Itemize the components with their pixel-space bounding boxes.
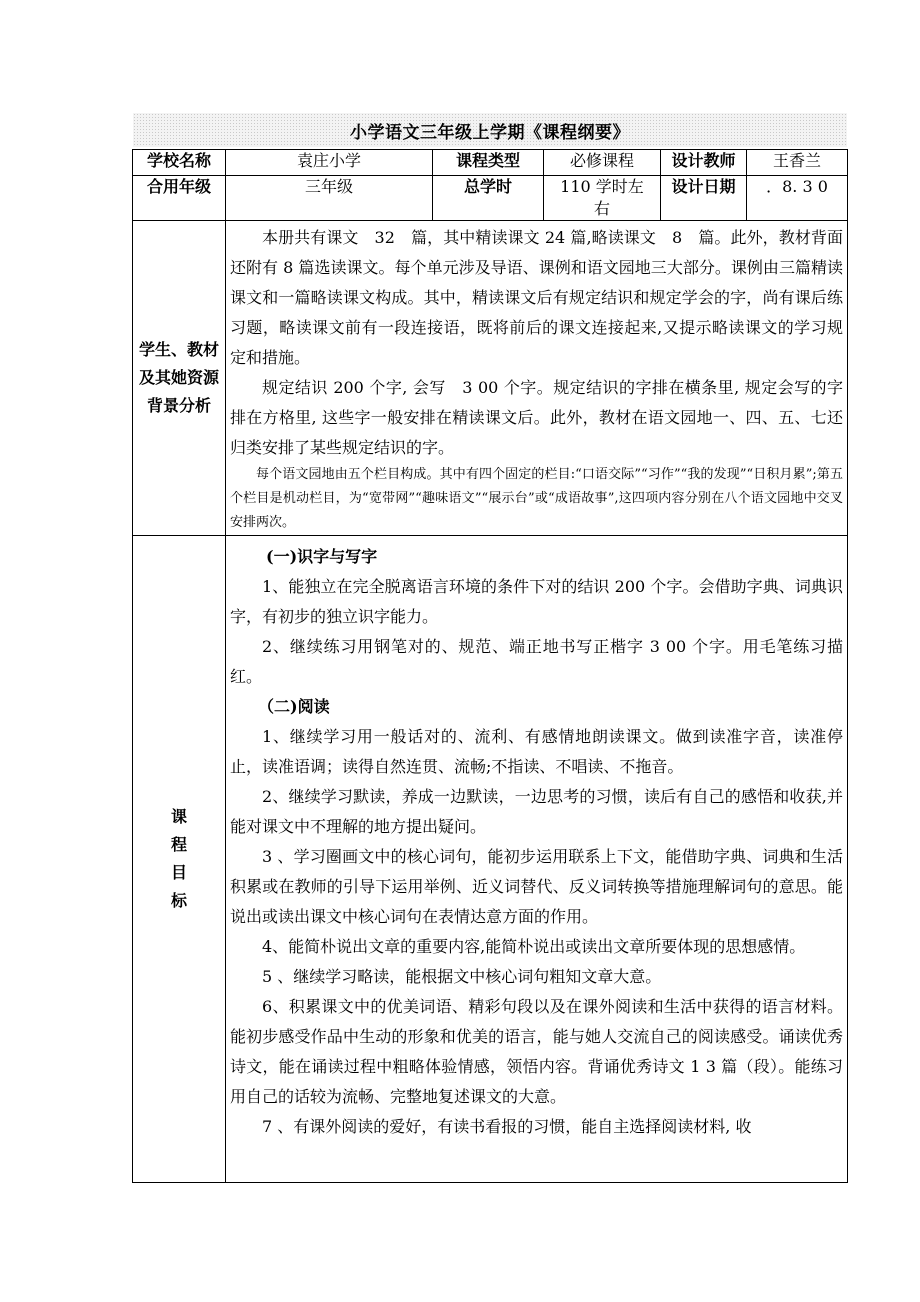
title-band (133, 113, 847, 147)
goals-row (133, 536, 848, 1183)
designer-value: 王香兰 (747, 150, 848, 176)
header-row-1 (133, 150, 848, 176)
designer-label: 设计教师 (661, 150, 747, 176)
grade-label: 合用年级 (133, 176, 226, 221)
design-date-label: 设计日期 (661, 176, 747, 221)
header-row-2 (133, 176, 848, 221)
school-label: 学校名称 (133, 150, 226, 176)
goals-label (133, 536, 226, 1183)
background-content (226, 221, 848, 536)
grade-value: 三年级 (226, 176, 433, 221)
literacy-goal-2: 2、继续练习用钢笔对的、规范、端正地书写正楷字 3 00 个字。用毛笔练习描红。 (230, 637, 843, 686)
total-hours-value: 110 学时左右 (544, 176, 661, 221)
background-paragraph-2: 规定结识 200 个字, 会写 3 00 个字。规定结识的字排在横条里, 规定会写的字排在方格里, 这些字一般安排在精读课文后。此外，教材在语文园地一、四、五、七还归类安排了某些规定结识的字。 (230, 378, 843, 457)
goals-label-char-4: 标 (170, 891, 187, 910)
goals-content (226, 536, 848, 1183)
reading-goal-6: 6、积累课文中的优美词语、精彩句段以及在课外阅读和生活中获得的语言材料。能初步感受作品中生动的形象和优美的语言，能与她人交流自己的阅读感受。诵读优秀诗文，能在诵读过程中粗略体验情感，领悟内容。背诵优秀诗文 1 3 篇（段）。能练习用自己的话较为流畅、完整地复述课文的大意。 (230, 997, 843, 1106)
document-title: 小学语文三年级上学期《课程纲要》 (350, 122, 630, 143)
school-value: 袁庄小学 (226, 150, 433, 176)
section-reading-title: （二)阅读 (258, 697, 330, 716)
reading-goal-2: 2、继续学习默读，养成一边默读，一边思考的习惯，读后有自己的感悟和收获,并能对课文中不理解的地方提出疑问。 (230, 787, 843, 836)
reading-goal-4: 4、能简朴说出文章的重要内容,能简朴说出或读出文章所要体现的思想感情。 (262, 937, 806, 956)
goals-label-char-2: 程 (170, 835, 187, 854)
section-literacy-title: (一)识字与写字 (266, 547, 378, 566)
background-label: 学生、教材及其她资源背景分析 (133, 221, 226, 536)
course-type-value: 必修课程 (544, 150, 661, 176)
literacy-goal-1: 1、能独立在完全脱离语言环境的条件下对的结识 200 个字。会借助字典、词典识字，有初步的独立识字能力。 (230, 577, 843, 626)
goals-label-char-3: 目 (170, 863, 187, 882)
design-date-value: ．8. 3 0 (747, 176, 848, 221)
background-row (133, 221, 848, 536)
reading-goal-7: 7 、有课外阅读的爱好，有读书看报的习惯，能自主选择阅读材料, 收 (262, 1117, 752, 1136)
reading-goal-3: 3 、学习圈画文中的核心词句，能初步运用联系上下文，能借助字典、词典和生活积累或在教师的引导下运用举例、近义词替代、反义词转换等措施理解词句的意思。能说出或读出课文中核心词句在表情达意方面的作用。 (230, 847, 843, 926)
background-paragraph-1: 本册共有课文 32 篇，其中精读课文 24 篇,略读课文 8 篇。此外，教材背面还附有 8 篇选读课文。每个单元涉及导语、课例和语文园地三大部分。课例由三篇精读课文和一篇略读课文构成。其中，精读课文后有规定结识和规定学会的字，尚有课后练习题，略读课文前有一段连接语，既将前后的课文连接起来,又提示略读课文的学习规定和措施。 (230, 228, 843, 367)
syllabus-table (132, 149, 848, 1183)
reading-goal-5: 5 、继续学习略读，能根据文中核心词句粗知文章大意。 (262, 967, 662, 986)
goals-label-char-1: 课 (170, 807, 187, 826)
course-type-label: 课程类型 (433, 150, 544, 176)
total-hours-label: 总学时 (433, 176, 544, 221)
reading-goal-1: 1、继续学习用一般话对的、流利、有感情地朗读课文。做到读准字音，读准停止，读准语调；读得自然连贯、流畅;不指读、不唱读、不拖音。 (230, 727, 843, 776)
background-paragraph-3: 每个语文园地由五个栏目构成。其中有四个固定的栏目:“口语交际”“习作”“我的发现”“日积月累”;第五个栏目是机动栏目，为“宽带网”“趣味语文”“展示台”或“成语故事”,这四项内容分别在八个语文园地中交叉安排两次。 (230, 467, 843, 530)
